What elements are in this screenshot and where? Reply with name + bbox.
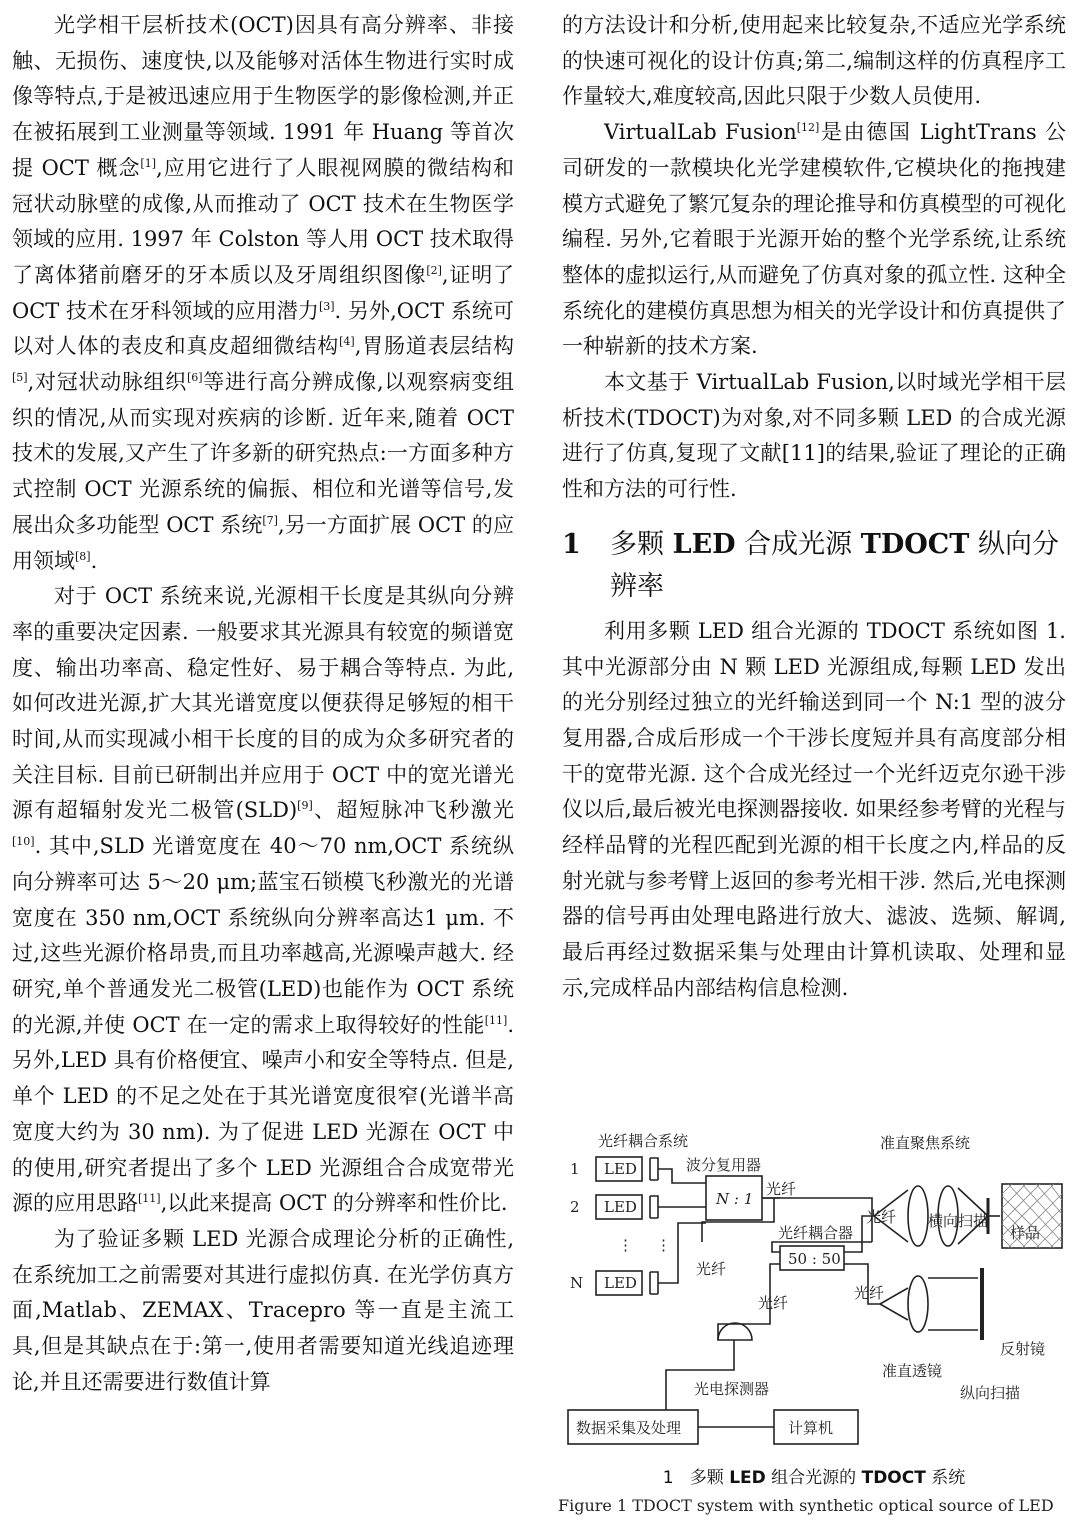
label-fiber-3: 光纤 <box>696 1260 727 1278</box>
ellipsis-led: ⋮ <box>618 1236 633 1254</box>
label-lateral-scan: 横向扫描 <box>928 1212 989 1230</box>
section-heading <box>562 524 1066 608</box>
label-detector: 光电探测器 <box>694 1380 770 1398</box>
figure-caption-en: Figure 1 TDOCT system with synthetic optical source of LED <box>558 1496 1054 1515</box>
ellipsis-fiber: ⋮ <box>656 1236 671 1254</box>
label-collimating-lens: 准直透镜 <box>882 1362 943 1380</box>
citation: [11] <box>138 1192 161 1206</box>
label-fiber-5: 光纤 <box>854 1284 885 1302</box>
citation: [6] <box>187 371 203 385</box>
citation: [5] <box>12 371 28 385</box>
citation: [11] <box>484 1013 508 1027</box>
right-column <box>562 8 1066 1007</box>
label-computer: 计算机 <box>788 1419 834 1437</box>
citation: [12] <box>796 121 820 135</box>
label-fiber-4: 光纤 <box>758 1294 789 1312</box>
citation: [1] <box>140 156 157 170</box>
section-number: 1 <box>562 528 581 560</box>
paragraph-intro: 光学相干层析技术(OCT)因具有高分辨率、非接触、无损伤、速度快,以及能够对活体生物进行实时成像等特点,于是被迅速应用于生物医学的影像检测,并正在被拓展到工业测量等领域. 1991 年 Huang 等首次提 OCT 概念[1],应用它进行了人眼视网膜的微结构和冠状动脉壁的成像,从而推动了 OCT 技术在生物医学领域的应用. 1997 年 Colston 等人用 OCT 技术取得了离体猪前磨牙的牙本质以及牙周组织图像[2],证明了 OCT 技术在牙科领域的应用潜力[3]. 另外,OCT 系统可以对人体的表皮和真皮超细微结构[4],胃肠道表层结构[5],对冠状动脉组织[6]等进行高分辨成像,以观察病变组织的情况,从而实现对疾病的诊断. 近年来,随着 OCT 技术的发展,又产生了许多新的研究热点:一方面多种方式控制 OCT 光源系统的偏振、相位和光谱等信号,发展出众多功能型 OCT 系统[7],另一方面扩展 OCT 的应用领域[8]. <box>12 13 515 573</box>
label-daq: 数据采集及处理 <box>576 1419 682 1437</box>
paragraph-continued: 的方法设计和分析,使用起来比较复杂,不适应光学系统的快速可视化的设计仿真;第二,编制这样的仿真程序工作量较大,难度较高,因此只限于少数人员使用. <box>562 13 1066 109</box>
label-axial-scan: 纵向扫描 <box>960 1384 1021 1402</box>
figure-caption-zh: 1 多颗 LED 组合光源的 TDOCT 系统 <box>662 1468 966 1488</box>
paragraph-virtuallab: VirtualLab Fusion[12]是由德国 LightTrans 公司研发的一款模块化光学建模软件,它模块化的拖拽建模方式避免了繁冗复杂的理论推导和仿真模型的可视化编程. 另外,它着眼于光源开始的整个光学系统,让系统整体的虚拟运行,从而避免了仿真对象的孤立性. 这种全系统化的建模仿真思想为相关的光学设计和仿真提供了一种崭新的技术方案. <box>562 120 1066 359</box>
section-title: 多颗 LED 合成光源 TDOCT 纵向分辨率 <box>610 528 1059 602</box>
label-fiber-coupling-system: 光纤耦合系统 <box>598 1132 689 1150</box>
citation: [10] <box>12 835 35 849</box>
figure-1 <box>562 1128 1072 1458</box>
led-label-1: LED <box>604 1160 637 1178</box>
tdoct-system-diagram <box>562 1128 1072 1458</box>
paragraph-this-work: 本文基于 VirtualLab Fusion,以时域光学相干层析技术(TDOCT)为对象,对不同多颗 LED 的合成光源进行了仿真,复现了文献[11]的结果,验证了理论的正确性和方法的可行性. <box>562 370 1066 502</box>
citation: [9] <box>297 799 313 813</box>
label-wdm: 波分复用器 <box>686 1156 762 1174</box>
citation: [4] <box>339 335 355 349</box>
label-sample: 样品 <box>1010 1224 1041 1242</box>
led-label-n: LED <box>604 1274 637 1292</box>
label-led-n-number: N <box>570 1274 584 1292</box>
paragraph-system: 利用多颗 LED 组合光源的 TDOCT 系统如图 1. 其中光源部分由 N 颗 LED 光源组成,每颗 LED 发出的光分别经过独立的光纤输送到同一个 N:1 型的波分复用器,合成后形成一个干涉长度短并具有高度部分相干的宽带光源. 这个合成光经过一个光纤迈克尔逊干涉仪以后,最后被光电探测器接收. 如果经参考臂的光程与经样品臂的光程匹配到光源的相干长度之内,样品的反射光就与参考臂上返回的参考光相干涉. 然后,光电探测器的信号再由处理电路进行放大、滤波、选频、解调,最后再经过数据采集与处理由计算机读取、处理和显示,完成样品内部结构信息检测. <box>562 618 1066 1000</box>
label-led-2-number: 2 <box>570 1198 580 1216</box>
citation: [2] <box>426 263 442 277</box>
citation: [8] <box>75 549 91 563</box>
label-fiber-1: 光纤 <box>766 1180 797 1198</box>
led-label-2: LED <box>604 1198 637 1216</box>
label-wdm-ratio: N : 1 <box>716 1190 754 1208</box>
label-led-1-number: 1 <box>570 1160 580 1178</box>
label-collimate-focus: 准直聚焦系统 <box>880 1134 971 1152</box>
left-column <box>12 8 514 1400</box>
citation: [7] <box>262 513 278 527</box>
citation: [3] <box>318 299 335 313</box>
label-coupler: 光纤耦合器 <box>778 1224 854 1242</box>
label-mirror: 反射镜 <box>1000 1340 1046 1358</box>
paragraph-simulation: 为了验证多颗 LED 光源合成理论分析的正确性,在系统加工之前需要对其进行虚拟仿真. 在光学仿真方面,Matlab、ZEMAX、Tracepro 等一直是主流工具,但是其缺点在于:第一,使用者需要知道光线追迹理论,并且还需要进行数值计算 <box>12 1226 514 1394</box>
label-coupler-ratio: 50 : 50 <box>788 1250 841 1268</box>
paragraph-light-source: 对于 OCT 系统来说,光源相干长度是其纵向分辨率的重要决定因素. 一般要求其光源具有较宽的频谱宽度、输出功率高、稳定性好、易于耦合等特点. 为此,如何改进光源,扩大其光谱宽度以便获得足够短的相干时间,从而实现减小相干长度的目的成为众多研究者的关注目标. 目前已研制出并应用于 OCT 中的宽光谱光源有超辐射发光二极管(SLD)[9]、超短脉冲飞秒激光[10]. 其中,SLD 光谱宽度在 40～70 nm,OCT 系统纵向分辨率可达 5～20 μm;蓝宝石锁模飞秒激光的光谱宽度在 350 nm,OCT 系统纵向分辨率高达1 μm. 不过,这些光源价格昂贵,而且功率越高,光源噪声越大. 经研究,单个普通发光二极管(LED)也能作为 OCT 系统的光源,并使 OCT 在一定的需求上取得较好的性能[11]. 另外,LED 具有价格便宜、噪声小和安全等特点. 但是,单个 LED 的不足之处在于其光谱宽度很窄(光谱半高宽度大约为 30 nm). 为了促进 LED 光源在 OCT 中的使用,研究者提出了多个 LED 光源组合合成宽带光源的应用思路[11],以此来提高 OCT 的分辨率和性价比. <box>12 584 514 1216</box>
label-fiber-2: 光纤 <box>866 1208 897 1226</box>
